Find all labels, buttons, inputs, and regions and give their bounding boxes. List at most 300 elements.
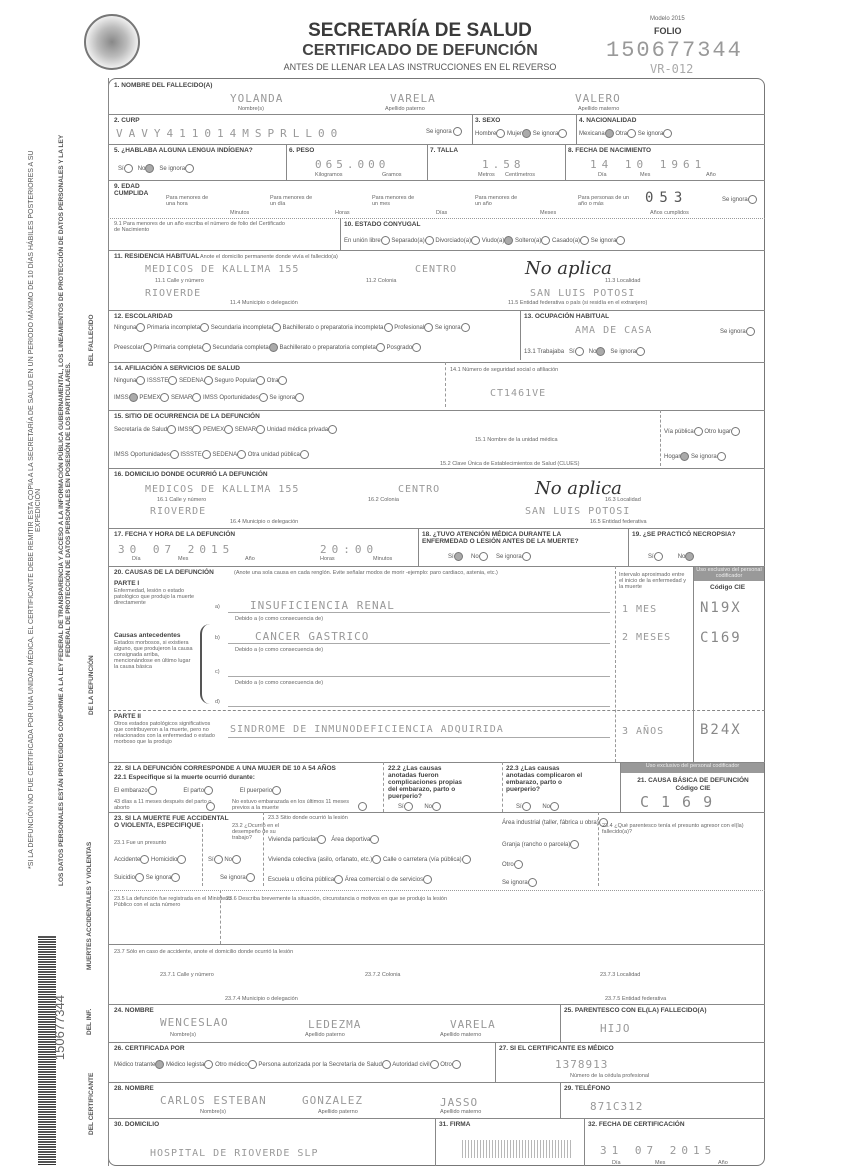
aff-sedena-label: SEDENA <box>179 378 204 385</box>
s233-calle-radio[interactable] <box>462 855 471 864</box>
site-otra-pub-radio[interactable] <box>300 450 309 459</box>
att-si-radio[interactable] <box>454 552 463 561</box>
folio-number: 150677344 <box>606 38 743 63</box>
nec-no-radio[interactable] <box>685 552 694 561</box>
aff-ninguna-radio[interactable] <box>136 376 145 385</box>
preg-puerperio-radio[interactable] <box>272 786 281 795</box>
death-date-field[interactable]: 30 07 2015 <box>118 543 235 556</box>
edu-posgrado-radio[interactable] <box>412 343 421 352</box>
s1-label: 1. NOMBRE DEL FALLECIDO(A) <box>114 82 213 89</box>
certified-by-options <box>114 1060 461 1069</box>
s233-otro-radio[interactable] <box>514 860 523 869</box>
certification-date-field[interactable]: 31 07 2015 <box>600 1144 717 1157</box>
unit-minutos: Minutos <box>230 210 250 216</box>
nat-ignora-radio[interactable] <box>663 129 672 138</box>
cert-otro-medico-label: Otro médico <box>215 1062 248 1069</box>
section-label-certificante: DEL CERTIFICANTE <box>88 1072 95 1136</box>
s233-comercial-label: Área comercial o de servicios <box>344 877 424 884</box>
s233-calle-label: Calle o carretera (vía pública) <box>382 857 462 864</box>
edu-posgrado-label: Posgrado <box>386 345 413 352</box>
site-otra-pub-label: Otra unidad pública <box>247 452 300 459</box>
sex-options <box>475 129 567 138</box>
preg-embarazo-label: El embarazo <box>114 788 148 795</box>
s233-ignora-radio[interactable] <box>528 878 537 887</box>
mar-union-radio[interactable] <box>381 236 390 245</box>
mar-soltero-label: Soltero(a) <box>515 238 542 245</box>
worked-no-label: No <box>588 349 597 356</box>
site-via-label: Vía pública <box>664 429 694 436</box>
site-semar-radio[interactable] <box>256 425 265 434</box>
s9-label: 9. EDAD CUMPLIDA <box>114 183 149 197</box>
document-subtitle: CERTIFICADO DE DEFUNCIÓN <box>302 42 538 59</box>
site-sedena-radio[interactable] <box>237 450 246 459</box>
edu-sec-inc-radio[interactable] <box>272 323 281 332</box>
mar-union-label: En unión libre <box>344 238 381 245</box>
phone-field[interactable]: 871C312 <box>590 1100 644 1113</box>
site-hogar-label: Hogar <box>664 454 681 461</box>
s233-granja <box>502 840 579 849</box>
informant-maternal-surname[interactable]: VARELA <box>450 1018 496 1031</box>
site-row2 <box>114 450 309 459</box>
aff-pemex-radio[interactable] <box>160 393 169 402</box>
mar-viudo-radio[interactable] <box>504 236 513 245</box>
site-otro-label: Otro lugar <box>704 429 732 436</box>
s17-anio: Año <box>245 556 255 562</box>
preg-parto-label: El parto <box>183 788 205 795</box>
mar-separado-label: Separado(a) <box>391 238 425 245</box>
s16-entidad-caption: 16.5 Entidad federativa <box>590 519 647 525</box>
curp-field[interactable]: VAVY411014MSPRLL00 <box>116 127 344 140</box>
necropsy-options <box>648 552 694 561</box>
s237-label: 23.7 Sólo en caso de accidente, anote el domicilio donde ocurrió la lesión <box>114 949 294 955</box>
edu-ignora-radio[interactable] <box>461 323 470 332</box>
site-pemex-radio[interactable] <box>224 425 233 434</box>
s26-label: 26. CERTIFICADA POR <box>114 1045 185 1052</box>
s18-label: 18. ¿TUVO ATENCIÓN MÉDICA DURANTE LA ENFERMEDAD O LESIÓN ANTES DE LA MUERTE? <box>422 531 579 545</box>
edu-prim-comp-radio[interactable] <box>202 343 211 352</box>
aff-semar-radio[interactable] <box>192 393 201 402</box>
s27-label: 27. SI EL CERTIFICANTE ES MÉDICO <box>499 1045 614 1052</box>
section-label-informante: DEL INF. <box>86 1008 93 1036</box>
nat-otra-label: Otra <box>615 131 628 138</box>
s14-label: 14. AFILIACIÓN A SERVICIOS DE SALUD <box>114 365 240 372</box>
s14-num-label: 14.1 Número de seguridad social o afiliación <box>450 367 559 373</box>
site-row1 <box>114 425 337 434</box>
education-row2 <box>114 343 421 352</box>
s233-escuela-label: Escuela u oficina pública <box>268 877 335 884</box>
cause-b-field[interactable]: CANCER GASTRICO <box>255 630 370 643</box>
informant-first-name[interactable]: WENCESLAO <box>160 1016 229 1029</box>
nat-mexicana-radio[interactable] <box>605 129 614 138</box>
unit-meses: Meses <box>540 210 557 216</box>
s16-calle-caption: 16.1 Calle y número <box>157 497 207 503</box>
preg-embarazo-radio[interactable] <box>148 786 157 795</box>
site-row4 <box>664 452 726 461</box>
preg-parto-radio[interactable] <box>204 786 213 795</box>
interval-a-field[interactable]: 1 MES <box>622 604 658 615</box>
s231-homicidio-radio[interactable] <box>177 855 186 864</box>
aff-ignora-radio[interactable] <box>295 393 304 402</box>
height-field[interactable]: 1.58 <box>482 158 525 171</box>
s231-suicidio-label: Suicidio <box>114 875 136 882</box>
aff-imss-op-radio[interactable] <box>259 393 268 402</box>
s32-label: 32. FECHA DE CERTIFICACIÓN <box>588 1121 685 1128</box>
s233-deportiva-radio[interactable] <box>370 835 379 844</box>
cause-a-field[interactable]: INSUFICIENCIA RENAL <box>250 599 395 612</box>
s232-ignora-radio[interactable] <box>246 873 255 882</box>
death-entidad[interactable]: SAN LUIS POTOSI <box>525 506 631 517</box>
s23-label: 23. SI LA MUERTE FUE ACCIDENTAL O VIOLENTA, ESPECIFIQUE <box>114 815 229 829</box>
site-via-radio[interactable] <box>694 427 703 436</box>
signature[interactable] <box>462 1140 572 1158</box>
age-ignora-label: Se ignora <box>722 197 748 204</box>
aff-imss-label: IMSS <box>114 395 129 402</box>
cie-parte2-field[interactable]: B24X <box>700 722 742 738</box>
edu-bach-comp-radio[interactable] <box>376 343 385 352</box>
s28-nombre-caption: Nombre(s) <box>200 1109 226 1115</box>
s25-label: 25. PARENTESCO CON EL(LA) FALLECIDO(A) <box>564 1007 707 1014</box>
folio-label: FOLIO <box>654 26 682 36</box>
s11-label: 11. RESIDENCIA HABITUAL <box>114 253 200 260</box>
edu-prim-inc-label: Primaria incompleta <box>147 325 201 332</box>
site-privada-radio[interactable] <box>328 425 337 434</box>
sex-ignora-label: Se ignora <box>532 131 559 138</box>
mar-divorciado-radio[interactable] <box>471 236 480 245</box>
s231-accidente-label: Accidente <box>114 857 141 864</box>
weight-field[interactable]: 065.000 <box>315 158 390 171</box>
s17-dia: Día <box>132 556 141 562</box>
worked-si-radio[interactable] <box>575 347 584 356</box>
s7-label: 7. TALLA <box>430 147 459 154</box>
aff-issste-radio[interactable] <box>168 376 177 385</box>
s232-no-radio[interactable] <box>232 855 241 864</box>
s231-ignora-label: Se ignora <box>145 875 172 882</box>
s3-label: 3. SEXO <box>475 117 501 124</box>
mar-ignora-radio[interactable] <box>616 236 625 245</box>
nec-si-label: Sí <box>648 554 654 561</box>
mes-caption: Mes <box>640 172 651 178</box>
edu-bach-comp-label: Bachillerato o preparatoria completa <box>279 345 376 352</box>
deceased-paternal-surname[interactable]: VARELA <box>390 92 436 105</box>
nec-no-label: No <box>677 554 686 561</box>
ind-ignora-radio[interactable] <box>185 164 194 173</box>
death-time-field[interactable]: 20:00 <box>320 543 379 556</box>
mar-casado-label: Casado(a) <box>552 238 581 245</box>
worked-no-radio[interactable] <box>596 347 605 356</box>
site-otro-radio[interactable] <box>731 427 740 436</box>
occupation-field[interactable]: AMA DE CASA <box>575 325 653 336</box>
s11-municipio-caption: 11.4 Municipio o delegación <box>230 300 298 306</box>
unit-dias: Días <box>436 210 448 216</box>
cert-legista-radio[interactable] <box>204 1060 213 1069</box>
s233-ignora <box>502 878 537 887</box>
edu-bach-inc-label: Bachillerato o preparatoria incompleta <box>282 325 384 332</box>
s32-dia: Día <box>612 1160 621 1166</box>
cert-otro-radio[interactable] <box>452 1060 461 1069</box>
aff-otra-radio[interactable] <box>278 376 287 385</box>
site-ignora-label: Se ignora <box>691 454 717 461</box>
preg-no-radio[interactable] <box>358 802 367 811</box>
edu-prof-radio[interactable] <box>424 323 433 332</box>
age-more-caption: Para personas de un año o más <box>578 195 630 207</box>
s16-label: 16. DOMICILIO DONDE OCURRIÓ LA DEFUNCIÓN <box>114 471 268 478</box>
s222-si-radio[interactable] <box>404 802 413 811</box>
instructions-note: ANTES DE LLENAR LEA LAS INSTRUCCIONES EN EL REVERSO <box>283 62 557 72</box>
dia-caption: Día <box>598 172 607 178</box>
s22-3-options <box>516 802 559 811</box>
att-no-radio[interactable] <box>479 552 488 561</box>
s15-nombre-caption: 15.1 Nombre de la unidad médica <box>475 437 558 443</box>
bracket <box>200 624 210 704</box>
occ-ignora-radio[interactable] <box>746 327 755 336</box>
medical-attention-options <box>448 552 531 561</box>
s233-granja-radio[interactable] <box>570 840 579 849</box>
residence-municipio[interactable]: RIOVERDE <box>145 288 202 299</box>
nationality-options <box>579 129 672 138</box>
s4-label: 4. NACIONALIDAD <box>579 117 637 124</box>
ind-no-label: No <box>137 166 146 173</box>
edu-prim-inc-radio[interactable] <box>200 323 209 332</box>
edu-sec-comp-label: Secundaria completa <box>212 345 269 352</box>
s231-ignora-radio[interactable] <box>171 873 180 882</box>
edu-ninguna-radio[interactable] <box>136 323 145 332</box>
s10-label: 10. ESTADO CONYUGAL <box>344 221 421 228</box>
informant-paternal-surname[interactable]: LEDEZMA <box>308 1018 362 1031</box>
affiliation-number-field[interactable]: CT1461VE <box>490 388 547 399</box>
parte2-title: PARTE II <box>114 713 141 720</box>
s24-label: 24. NOMBRE <box>114 1007 154 1014</box>
s91-label: 9.1 Para menores de un año escriba el número de folio del Certificado de Nacimiento <box>114 221 285 233</box>
s223-no-radio[interactable] <box>550 802 559 811</box>
side-note-remit: *SI LA DEFUNCIÓN NO FUE CERTIFICADA POR UNA UNIDAD MÉDICA, EL CERTIFICANTE DEBE REMITIR ESTA COPIA A LA SECRETARÍA DE SALUD EN UN PERIODO MÁXIMO DE 10 DÍAS HÁBILES POSTERIORES A SU EXPEDICIÓN <box>28 150 42 870</box>
aff-sedena-radio[interactable] <box>204 376 213 385</box>
s24-nombre-caption: Nombre(s) <box>170 1032 196 1038</box>
s232-si-radio[interactable] <box>214 855 223 864</box>
death-colonia[interactable]: CENTRO <box>398 484 441 495</box>
curp-ignora <box>426 127 462 136</box>
cie-a-field[interactable]: N19X <box>700 600 742 616</box>
s233-vivienda-label: Vivienda particular <box>268 837 318 844</box>
deceased-maternal-surname[interactable]: VALERO <box>575 92 621 105</box>
site-row3 <box>664 427 740 436</box>
site-ignora-radio[interactable] <box>717 452 726 461</box>
s2375-caption: 23.7.5 Entidad federativa <box>605 996 667 1002</box>
site-imss-radio[interactable] <box>192 425 201 434</box>
ind-ignora-label: Se ignora <box>159 166 186 173</box>
license-number-field[interactable]: 1378913 <box>555 1058 609 1071</box>
residence-street[interactable]: MEDICOS DE KALLIMA 155 <box>145 264 300 275</box>
s31-label: 31. FIRMA <box>439 1121 471 1128</box>
nec-si-radio[interactable] <box>654 552 663 561</box>
s236-label: 23.6 Describa brevemente la situación, circunstancia o motivos en que se produjo la lesión <box>226 896 448 902</box>
s16-municipio-caption: 16.4 Municipio o delegación <box>230 519 299 525</box>
s233-comercial-radio[interactable] <box>423 875 432 884</box>
edu-bach-inc-radio[interactable] <box>384 323 393 332</box>
sex-mujer-radio[interactable] <box>522 129 531 138</box>
s11-hint: Anote el domicilio permanente donde vivía el fallecido(a) <box>200 254 338 260</box>
edu-preesc-radio[interactable] <box>143 343 152 352</box>
s233-escuela-radio[interactable] <box>334 875 343 884</box>
age-ignora-radio[interactable] <box>748 195 757 204</box>
birth-date-field[interactable]: 14 10 1961 <box>590 158 707 171</box>
site-pemex-label: PEMEX <box>203 427 225 434</box>
age-year-caption: Para menores de un año <box>475 195 518 207</box>
occ-ignora-label: Se ignora <box>720 329 746 336</box>
preg-43dias-radio[interactable] <box>206 802 215 811</box>
preg-puerperio-label: El puerperio <box>239 788 273 795</box>
s232-row1 <box>208 855 241 864</box>
s231-suicidio-radio[interactable] <box>135 873 144 882</box>
att-ignora-label: Se ignora <box>496 554 522 561</box>
s17-minutos: Minutos <box>373 556 393 562</box>
mar-soltero-radio[interactable] <box>541 236 550 245</box>
s28-paterno-caption: Apellido paterno <box>318 1109 358 1115</box>
s32-mes: Mes <box>655 1160 666 1166</box>
s231-row2 <box>114 873 180 882</box>
cert-otro-medico-radio[interactable] <box>248 1060 257 1069</box>
s20-label: 20. CAUSAS DE LA DEFUNCIÓN <box>114 569 214 576</box>
affiliation-row1 <box>114 376 287 385</box>
s11-colonia-caption: 11.2 Colonia <box>366 278 397 284</box>
att-ignora-radio[interactable] <box>522 552 531 561</box>
worked-ignora-radio[interactable] <box>636 347 645 356</box>
aff-pemex-label: PEMEX <box>139 395 161 402</box>
s28-materno-caption: Apellido materno <box>440 1109 482 1115</box>
s233-row3 <box>268 875 432 884</box>
debido-a: Debido a (o como consecuencia de) <box>235 616 324 622</box>
coder-only-banner: Uso exclusivo del personal codificador <box>694 567 764 581</box>
edu-prim-comp-label: Primaria completa <box>153 345 202 352</box>
age-hour-caption: Para menores de una hora <box>166 195 209 207</box>
s222-no-radio[interactable] <box>432 802 441 811</box>
nombre-caption: Nombre(s) <box>238 106 264 112</box>
residence-localidad[interactable]: No aplica <box>525 258 612 279</box>
cause-a-letter: a) <box>215 604 220 610</box>
s32-anio: Año <box>718 1160 728 1166</box>
deceased-first-name[interactable]: YOLANDA <box>230 92 284 105</box>
interval-parte2-field[interactable]: 3 AÑOS <box>622 726 665 737</box>
s22-2-label: 22.2 ¿Las causas anotadas fueron complicaciones propias del embarazo, parto o puerperio? <box>388 765 463 800</box>
debido-c: Debido a (o como consecuencia de) <box>235 680 324 686</box>
site-hogar-radio[interactable] <box>680 452 689 461</box>
section-label-defuncion: DE LA DEFUNCIÓN <box>88 655 95 715</box>
certifier-first-name[interactable]: CARLOS ESTEBAN <box>160 1094 267 1107</box>
ind-si-label: Sí <box>118 166 124 173</box>
aff-seguro-radio[interactable] <box>256 376 265 385</box>
residence-colonia[interactable]: CENTRO <box>415 264 458 275</box>
s12-label: 12. ESCOLARIDAD <box>114 313 173 320</box>
ind-si-radio[interactable] <box>124 164 133 173</box>
curp-ignora-radio[interactable] <box>453 127 462 136</box>
cert-tratante-radio[interactable] <box>155 1060 164 1069</box>
cert-civil-label: Autoridad civil <box>392 1062 430 1069</box>
mar-casado-radio[interactable] <box>580 236 589 245</box>
s232-row2 <box>220 873 255 882</box>
address-field[interactable]: HOSPITAL DE RIOVERDE SLP <box>150 1148 319 1159</box>
cert-civil-radio[interactable] <box>430 1060 439 1069</box>
basic-cause-field[interactable]: C169 <box>640 793 725 811</box>
curp-ignora-label: Se ignora <box>426 129 452 136</box>
site-issste-radio[interactable] <box>202 450 211 459</box>
cie-b-field[interactable]: C169 <box>700 630 742 646</box>
s24-paterno-caption: Apellido paterno <box>305 1032 345 1038</box>
s13-label: 13. OCUPACIÓN HABITUAL <box>524 313 610 320</box>
death-localidad[interactable]: No aplica <box>535 478 622 499</box>
s231-homicidio-label: Homicidio <box>151 857 178 864</box>
sex-mujer-label: Mujer <box>507 131 523 138</box>
s233-ignora-label: Se ignora <box>502 880 528 887</box>
paterno-caption: Apellido paterno <box>385 106 425 112</box>
s30-label: 30. DOMICILIO <box>114 1121 160 1128</box>
kg-caption: Kilogramos <box>315 172 343 178</box>
certifier-maternal-surname[interactable]: JASSO <box>440 1096 479 1109</box>
site-ssa-radio[interactable] <box>167 425 176 434</box>
aff-imss-radio[interactable] <box>129 393 138 402</box>
worked-ignora-label: Se ignora <box>610 349 637 356</box>
s231-accidente-radio[interactable] <box>140 855 149 864</box>
relationship-field[interactable]: HIJO <box>600 1022 631 1035</box>
residence-entidad[interactable]: SAN LUIS POTOSI <box>530 288 636 299</box>
s29-label: 29. TELÉFONO <box>564 1085 611 1092</box>
preg-no-label: No estuvo embarazada en los últimos 11 meses previos a la muerte <box>232 799 349 811</box>
s22-2-options <box>398 802 441 811</box>
ind-no-radio[interactable] <box>145 164 154 173</box>
s16-localidad-caption: 16.3 Localidad <box>605 497 641 503</box>
site-privada-label: Unidad médica privada <box>266 427 329 434</box>
materno-caption: Apellido materno <box>578 106 620 112</box>
age-years-field[interactable]: 053 <box>645 190 689 206</box>
side-note-privacy: LOS DATOS PERSONALES ESTÁN PROTEGIDOS CONFORME A LA LEY FEDERAL DE TRANSPARENCIA Y ACCESO A LA INFORMACIÓN PÚBLICA GUBERNAMENTAL, LOS LINEAMIENTOS DE PROTECCIÓN DE DATOS PERSONALES Y LA LEY FEDERAL DE PROTECCIÓN DE DATOS PERSONALES EN POSESIÓN DE LOS PARTICULARES. <box>58 134 72 886</box>
aff-imss-op-label: IMSS Oportunidades <box>203 395 259 402</box>
mar-separado-radio[interactable] <box>425 236 434 245</box>
parte2-cause-field[interactable]: SINDROME DE INMUNODEFICIENCIA ADQUIRIDA <box>230 724 504 735</box>
certifier-paternal-surname[interactable]: GONZALEZ <box>302 1094 363 1107</box>
unit-horas: Horas <box>335 210 350 216</box>
s233-row1 <box>268 835 379 844</box>
cert-autorizada-radio[interactable] <box>382 1060 391 1069</box>
death-municipio[interactable]: RIOVERDE <box>150 506 207 517</box>
sex-ignora-radio[interactable] <box>558 129 567 138</box>
att-no-label: No <box>471 554 479 561</box>
site-ssa-label: Secretaría de Salud <box>114 427 168 434</box>
s22-label: 22. SI LA DEFUNCIÓN CORRESPONDE A UNA MUJER DE 10 A 54 AÑOS <box>114 765 336 772</box>
s223-no-label: No <box>542 804 551 811</box>
sex-hombre-radio[interactable] <box>496 129 505 138</box>
s233-industrial-label: Área industrial (taller, fábrica u obra) <box>502 820 599 827</box>
edu-sec-comp-radio[interactable] <box>269 343 278 352</box>
site-imss-op-radio[interactable] <box>170 450 179 459</box>
edu-preesc-label: Preescolar <box>114 345 143 352</box>
s233-deportiva-label: Área deportiva <box>331 837 371 844</box>
s233-colectiva-radio[interactable] <box>372 855 381 864</box>
edu-ignora-label: Se ignora <box>434 325 461 332</box>
s27-caption: Número de la cédula profesional <box>570 1073 650 1079</box>
antecedentes-title: Causas antecedentes <box>114 632 181 639</box>
s233-vivienda-radio[interactable] <box>317 835 326 844</box>
aff-semar-label: SEMAR <box>171 395 193 402</box>
site-imss-op-label: IMSS Oportunidades <box>114 452 170 459</box>
s2373-caption: 23.7.3 Localidad <box>600 972 641 978</box>
sex-hombre-label: Hombre <box>475 131 497 138</box>
s11-entidad-caption: 11.5 Entidad federativa o país (si residía en el extranjero) <box>508 300 648 306</box>
s233-row2 <box>268 855 471 864</box>
s223-si-radio[interactable] <box>522 802 531 811</box>
interval-b-field[interactable]: 2 MESES <box>622 632 672 643</box>
nat-otra-radio[interactable] <box>627 129 636 138</box>
mar-viudo-label: Viudo(a) <box>481 238 505 245</box>
death-street[interactable]: MEDICOS DE KALLIMA 155 <box>145 484 300 495</box>
mar-divorciado-label: Divorciado(a) <box>435 238 472 245</box>
